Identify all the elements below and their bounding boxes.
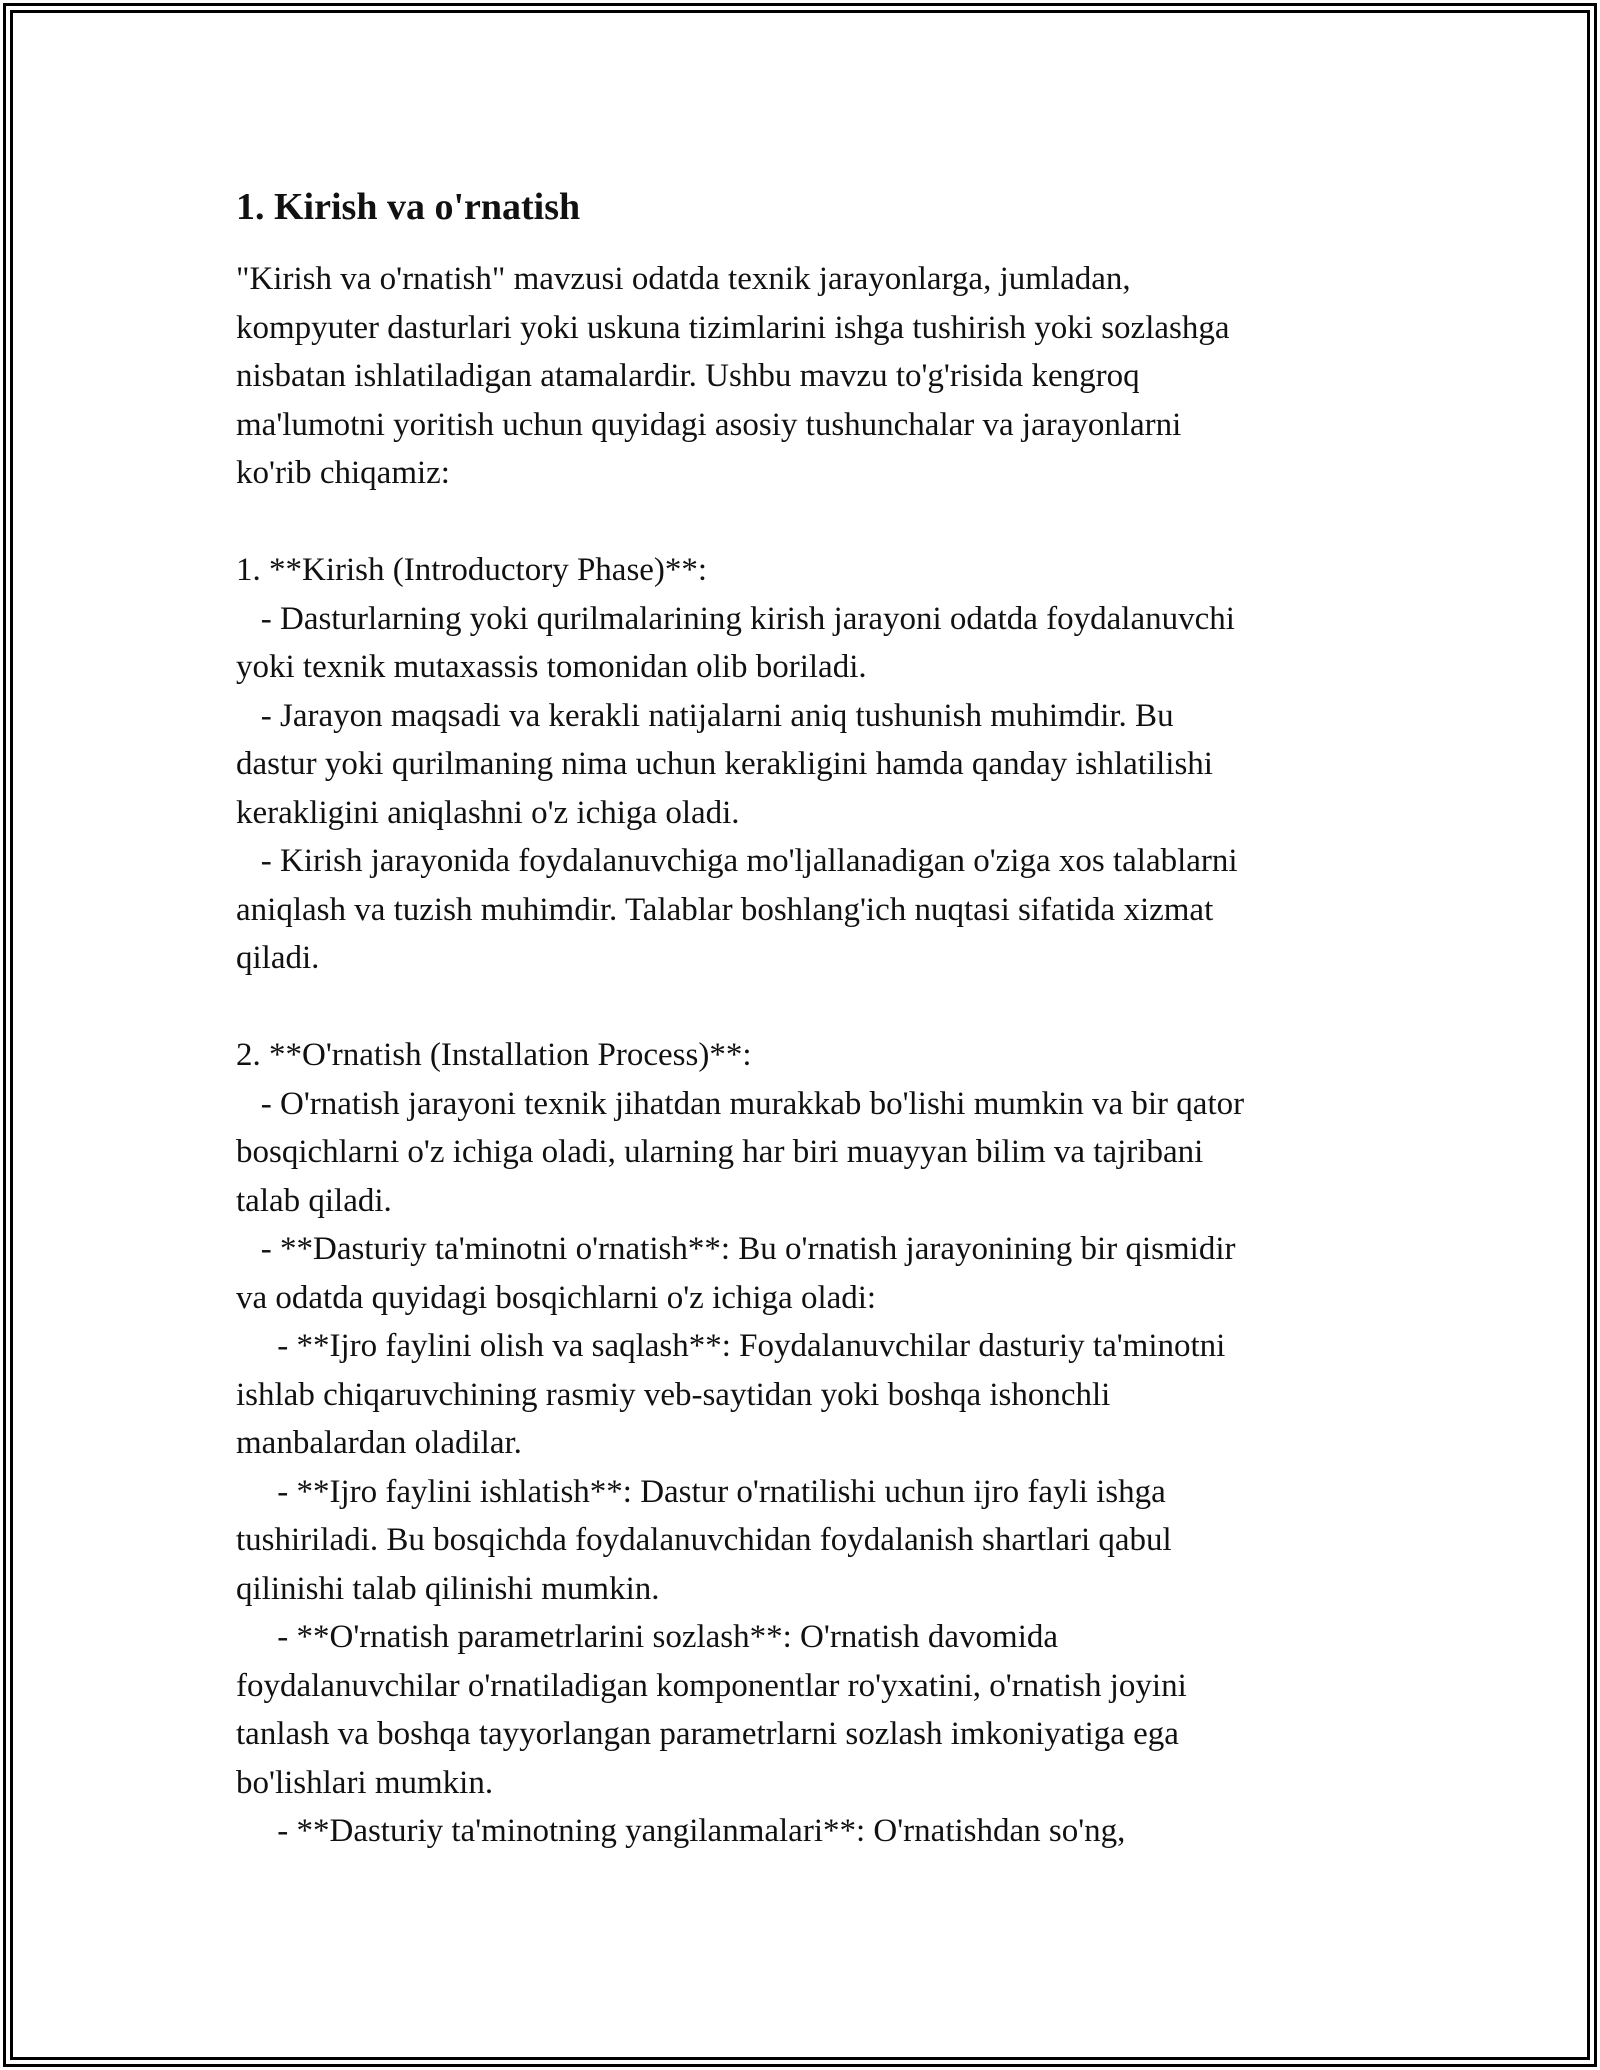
- text-line: 1. **Kirish (Introductory Phase)**:: [236, 552, 708, 588]
- text-line: - **Dasturiy ta'minotning yangilanmalari**: O'rnatishdan so'ng,: [236, 1813, 1126, 1849]
- text-line: - **O'rnatish parametrlarini sozlash**: O'rnatish davomida: [236, 1619, 1059, 1655]
- text-line: ishlab chiqaruvchining rasmiy veb-saytidan yoki boshqa ishonchli: [236, 1376, 1111, 1413]
- text-line: kerakligini aniqlashni o'z ichiga oladi.: [236, 794, 740, 831]
- text-line: ko'rib chiqamiz:: [236, 455, 450, 491]
- text-line: yoki texnik mutaxassis tomonidan olib boriladi.: [236, 649, 867, 685]
- text-line: ma'lumotni yoritish uchun quyidagi asosiy tushunchalar va jarayonlarni: [236, 406, 1182, 443]
- text-line: "Kirish va o'rnatish" mavzusi odatda texnik jarayonlarga, jumladan,: [236, 261, 1131, 297]
- text-line: bo'lishlari mumkin.: [236, 1764, 494, 1801]
- blank-line: [236, 498, 1396, 547]
- text-line: - **Ijro faylini ishlatish**: Dastur o'rnatilishi uchun ijro fayli ishga: [236, 1473, 1166, 1510]
- blank-line: [236, 983, 1396, 1032]
- text-line: kompyuter dasturlari yoki uskuna tizimlarini ishga tushirish yoki sozlashga: [236, 309, 1230, 346]
- text-line: qiladi.: [236, 940, 320, 976]
- text-line: - **Dasturiy ta'minotni o'rnatish**: Bu o'rnatish jarayonining bir qismidir: [236, 1231, 1236, 1267]
- text-line: qilinishi talab qilinishi mumkin.: [236, 1570, 660, 1607]
- document-body: [236, 255, 1396, 1856]
- text-line: tushiriladi. Bu bosqichda foydalanuvchidan foydalanish shartlari qabul: [236, 1522, 1172, 1558]
- text-line: talab qiladi.: [236, 1182, 392, 1219]
- document-title: 1. Kirish va o'rnatish: [236, 186, 581, 228]
- text-line: 2. **O'rnatish (Installation Process)**:: [236, 1037, 752, 1073]
- text-line: - Dasturlarning yoki qurilmalarining kirish jarayoni odatda foydalanuvchi: [236, 600, 1235, 637]
- text-line: va odatda quyidagi bosqichlarni o'z ichiga oladi:: [236, 1279, 877, 1316]
- text-line: nisbatan ishlatiladigan atamalardir. Ushbu mavzu to'g'risida kengroq: [236, 358, 1140, 394]
- text-line: - **Ijro faylini olish va saqlash**: Foydalanuvchilar dasturiy ta'minotni: [236, 1328, 1226, 1364]
- text-line: - O'rnatish jarayoni texnik jihatdan murakkab bo'lishi mumkin va bir qator: [236, 1085, 1245, 1122]
- text-line: manbalardan oladilar.: [236, 1425, 522, 1461]
- text-line: - Kirish jarayonida foydalanuvchiga mo'ljallanadigan o'ziga xos talablarni: [236, 843, 1238, 879]
- text-line: bosqichlarni o'z ichiga oladi, ularning har biri muayyan bilim va tajribani: [236, 1134, 1204, 1170]
- text-line: - Jarayon maqsadi va kerakli natijalarni aniq tushunish muhimdir. Bu: [236, 697, 1174, 734]
- text-line: tanlash va boshqa tayyorlangan parametrlarni sozlash imkoniyatiga ega: [236, 1716, 1179, 1752]
- text-line: dastur yoki qurilmaning nima uchun kerakligini hamda qanday ishlatilishi: [236, 746, 1213, 782]
- document-content: [236, 182, 1396, 1856]
- text-line: aniqlash va tuzish muhimdir. Talablar boshlang'ich nuqtasi sifatida xizmat: [236, 891, 1214, 928]
- text-line: foydalanuvchilar o'rnatiladigan komponentlar ro'yxatini, o'rnatish joyini: [236, 1667, 1187, 1704]
